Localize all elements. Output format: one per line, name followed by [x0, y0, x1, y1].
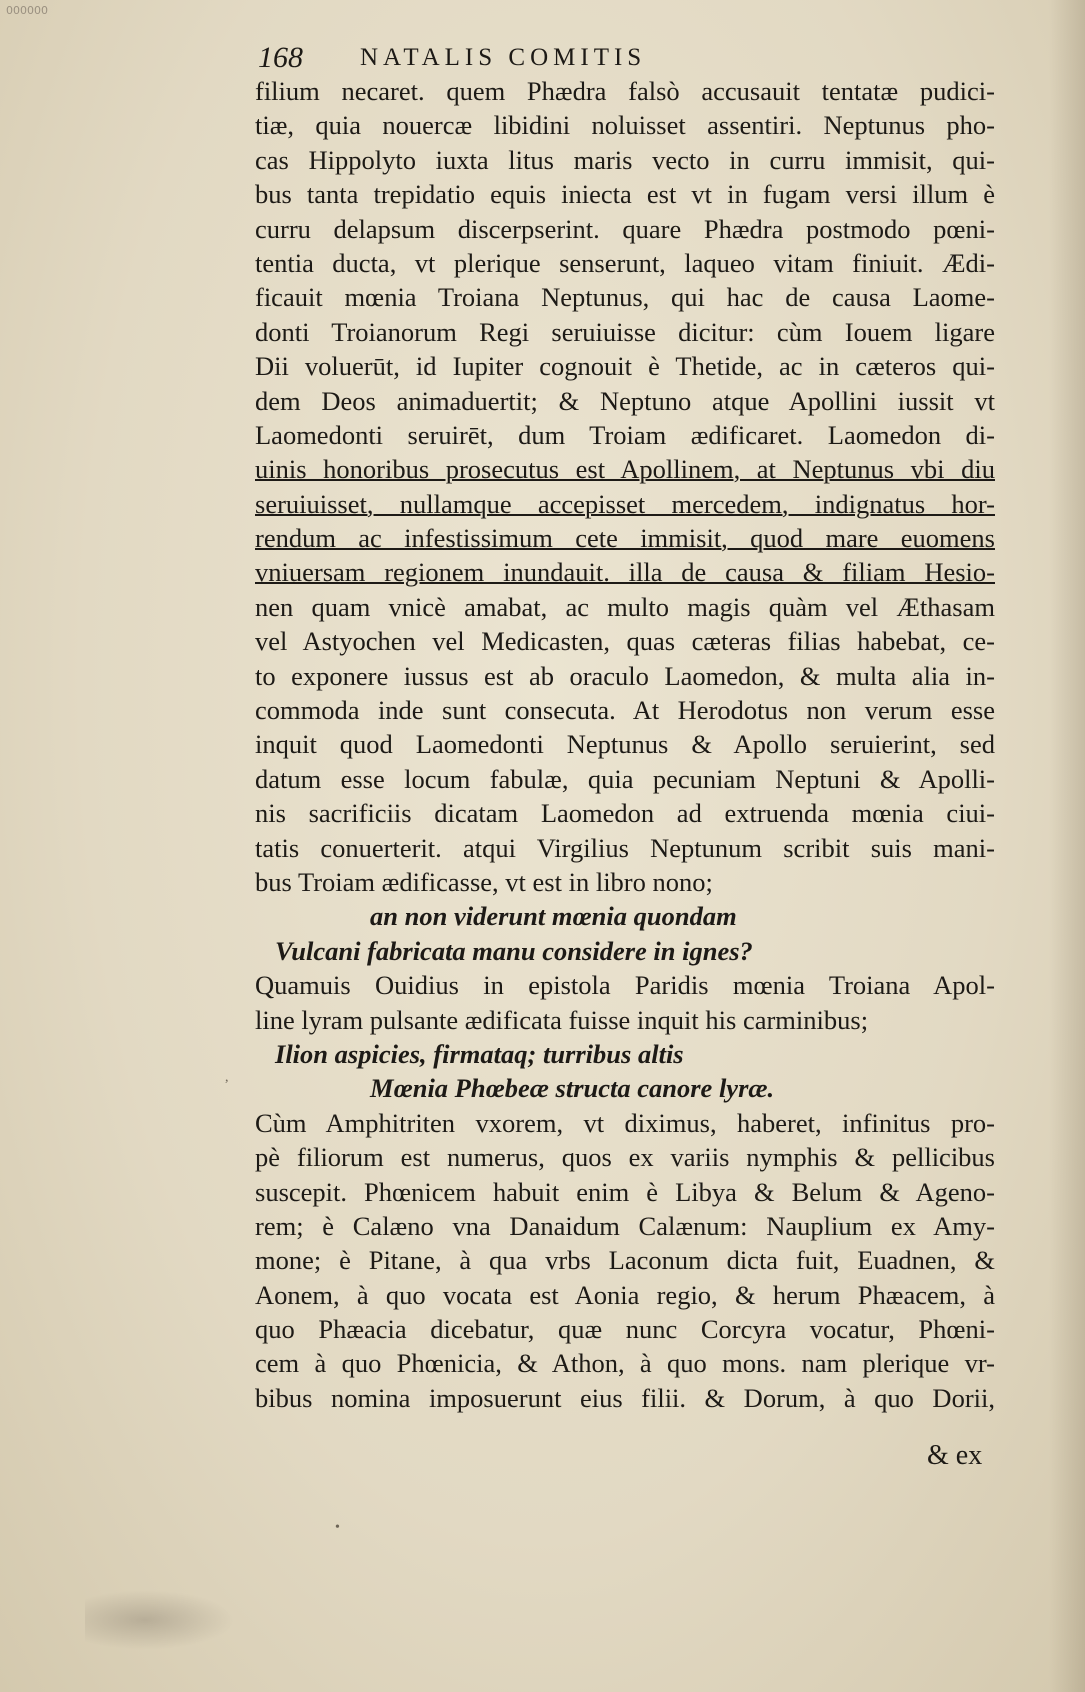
text-line: tentia ducta, vt plerique senserunt, laqueo vitam finiuit. Ædi-	[255, 247, 995, 278]
margin-mark: •	[335, 1520, 340, 1535]
verse-line: Ilion aspicies, firmataq; turribus altis	[275, 1038, 684, 1069]
catchword: & ex	[927, 1440, 983, 1471]
text-line: ficauit mœnia Troiana Neptunus, qui hac de causa Laome-	[255, 282, 995, 313]
page-gutter-shadow	[1049, 0, 1085, 1692]
text-line: cas Hippolyto iuxta litus maris vecto in curru immisit, qui-	[255, 144, 995, 175]
text-line: Dii voluerūt, id Iupiter cognouit è Thetide, ac in cæteros qui-	[255, 351, 995, 382]
text-line: Aonem, à quo vocata est Aonia regio, & herum Phæacem, à	[255, 1279, 995, 1310]
verse-block-1	[255, 899, 995, 968]
text-line: cem à quo Phœnicia, & Athon, à quo mons. nam plerique vr-	[255, 1348, 995, 1379]
text-line: bus Troiam ædificasse, vt est in libro nono;	[255, 866, 713, 897]
text-line: rendum ac infestissimum cete immisit, quod mare euomens	[255, 523, 995, 554]
text-line: nen quam vnicè amabat, ac multo magis quàm vel Æthasam	[255, 591, 995, 622]
margin-mark: ,	[225, 1070, 229, 1085]
text-line: curru delapsum discerpserint. quare Phædra postmodo pœni-	[255, 213, 995, 244]
verse-line: Mœnia Phœbeæ structa canore lyræ.	[370, 1073, 775, 1104]
text-line: datum esse locum fabulæ, quia pecuniam Neptuni & Apolli-	[255, 763, 995, 794]
text-line: Quamuis Ouidius in epistola Paridis mœnia Troiana Apol-	[255, 970, 995, 1001]
text-line: dem Deos animaduertit; & Neptuno atque Apollini iussit vt	[255, 385, 995, 416]
text-line: commoda inde sunt consecuta. At Herodotus non verum esse	[255, 695, 995, 726]
text-line: Laomedonti seruirēt, dum Troiam ædificaret. Laomedon di-	[255, 419, 995, 450]
text-line: mone; è Pitane, à qua vrbs Laconum dicta fuit, Euadnen, &	[255, 1245, 995, 1276]
corner-mark: 000000	[6, 4, 48, 17]
prose-block-1	[255, 74, 995, 899]
text-line: seruiuisset, nullamque accepisset mercedem, indignatus hor-	[255, 488, 995, 519]
text-line: inquit quod Laomedonti Neptunus & Apollo seruierint, sed	[255, 729, 995, 760]
text-line: filium necaret. quem Phædra falsò accusauit tentatæ pudici-	[255, 76, 995, 106]
text-line: pè filiorum est numerus, quos ex variis nymphis & pellicibus	[255, 1142, 995, 1173]
body-text	[255, 74, 995, 1415]
verse-block-2	[255, 1037, 995, 1106]
prose-block-3	[255, 1106, 995, 1416]
text-line: suscepit. Phœnicem habuit enim è Libya & Belum & Ageno-	[255, 1176, 995, 1207]
text-line: bus tanta trepidatio equis iniecta est vt in fugam versi illum è	[255, 179, 995, 210]
text-line: to exponere iussus est ab oraculo Laomedon, & multa alia in-	[255, 660, 995, 691]
page-number: 168	[258, 41, 303, 74]
text-line: tiæ, quia nouercæ libidini noluisset assentiri. Neptunus pho-	[255, 110, 995, 141]
running-head: NATALIS COMITIS	[360, 44, 647, 71]
text-line: nis sacrificiis dicatam Laomedon ad extruenda mœnia ciui-	[255, 798, 995, 829]
text-line: tatis conuerterit. atqui Virgilius Neptunum scribit suis mani-	[255, 832, 995, 863]
text-line: rem; è Calæno vna Danaidum Calænum: Nauplium ex Amy-	[255, 1210, 995, 1241]
verse-line: Vulcani fabricata manu considere in ignes?	[275, 935, 753, 966]
verse-line: an non viderunt mœnia quondam	[370, 901, 737, 932]
text-line: uinis honoribus prosecutus est Apollinem, at Neptunus vbi diu	[255, 454, 995, 485]
text-line: donti Troianorum Regi seruiuisse dicitur: cùm Iouem ligare	[255, 316, 995, 347]
text-line: line lyram pulsante ædificata fuisse inquit his carminibus;	[255, 1004, 869, 1035]
text-line: vel Astyochen vel Medicasten, quas cæteras filias habebat, ce-	[255, 626, 995, 657]
text-line: quo Phæacia dicebatur, quæ nunc Corcyra vocatur, Phœni-	[255, 1314, 995, 1345]
text-line: Cùm Amphitriten vxorem, vt diximus, haberet, infinitus pro-	[255, 1107, 995, 1138]
text-line: vniuersam regionem inundauit. illa de causa & filiam Hesio-	[255, 557, 995, 588]
text-line: bibus nomina imposuerunt eius filii. & Dorum, à quo Dorii,	[255, 1382, 995, 1413]
page-header	[258, 40, 818, 76]
prose-block-2	[255, 968, 995, 1037]
page-smudge	[85, 1590, 235, 1650]
